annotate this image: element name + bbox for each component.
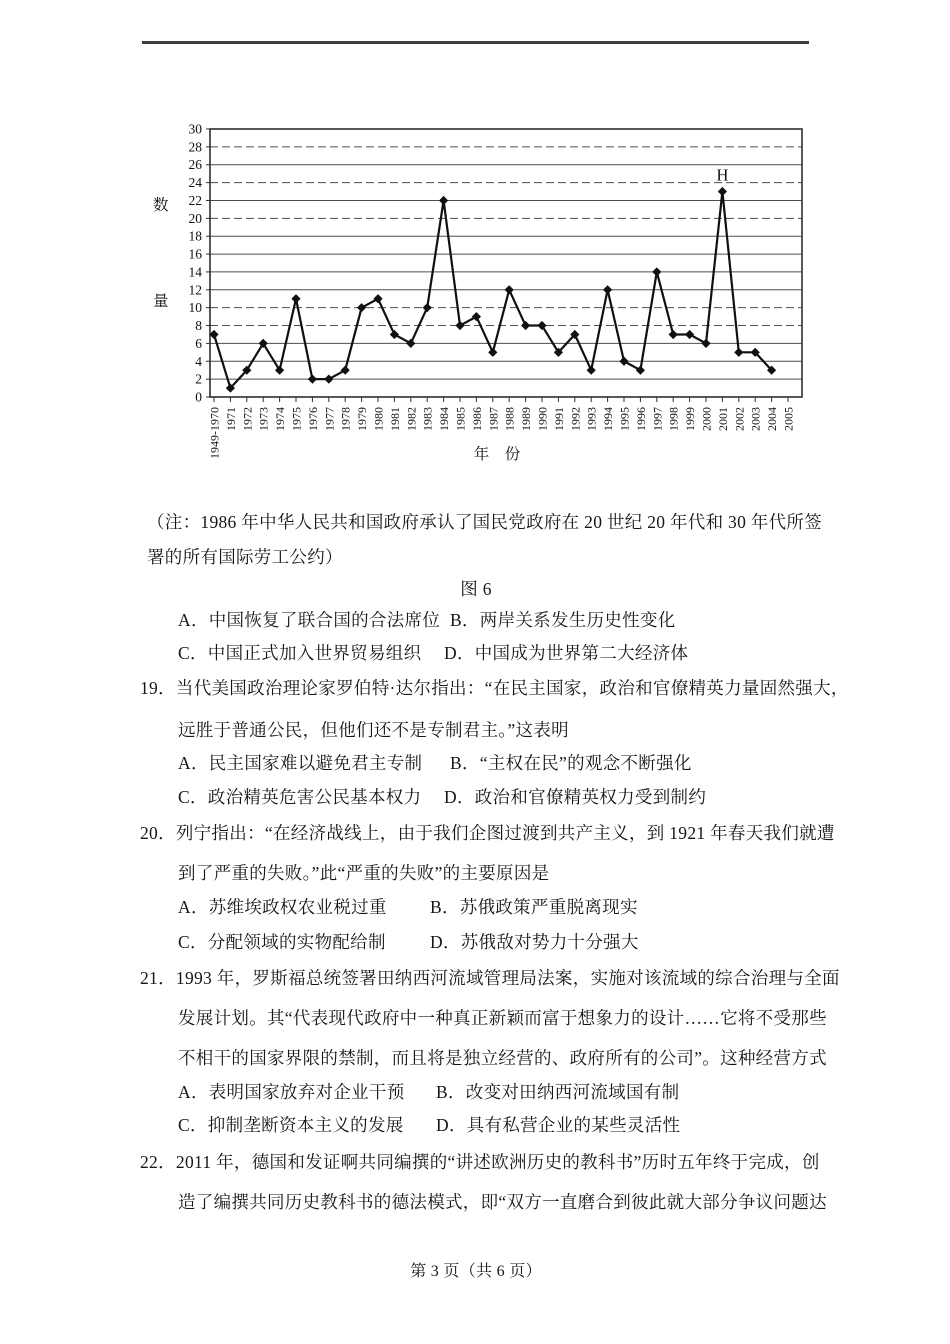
q19-options-row-ab [178, 752, 692, 774]
svg-text:1992: 1992 [568, 407, 583, 431]
q19-options-row-cd [178, 786, 706, 808]
svg-text:20: 20 [188, 210, 202, 226]
question-21-line-3: 不相干的国家界限的禁制，而且将是独立经营的、政府所有的公司”。这种经营方式 [178, 1048, 827, 1068]
svg-text:2005: 2005 [781, 407, 796, 431]
svg-text:1984: 1984 [437, 407, 452, 431]
q19-option-d: D．政治和官僚精英权力受到制约 [444, 787, 707, 807]
svg-text:1987: 1987 [486, 407, 501, 431]
svg-text:H: H [716, 165, 729, 185]
svg-text:1979: 1979 [355, 407, 370, 431]
svg-text:4: 4 [195, 353, 202, 369]
svg-text:28: 28 [188, 139, 202, 155]
svg-text:1983: 1983 [420, 407, 435, 431]
q20-option-c: C．分配领域的实物配给制 [178, 932, 386, 952]
figure-caption: 图 6 [460, 579, 492, 599]
svg-text:1994: 1994 [601, 407, 616, 431]
svg-text:6: 6 [195, 335, 202, 351]
q21-options-row-cd [178, 1114, 680, 1136]
q18-options-row-cd [178, 642, 688, 664]
q18-option-b: B．两岸关系发生历史性变化 [450, 610, 676, 630]
svg-text:2: 2 [195, 371, 202, 387]
svg-text:30: 30 [188, 121, 202, 137]
q20-option-b: B．苏俄政策严重脱离现实 [430, 897, 638, 917]
svg-text:1986: 1986 [469, 407, 484, 431]
q19-option-a: A．民主国家难以避免君主专制 [178, 753, 423, 773]
svg-text:14: 14 [188, 264, 202, 280]
svg-text:2000: 2000 [699, 407, 714, 431]
q20-option-a: A．苏维埃政权农业税过重 [178, 897, 387, 917]
svg-text:18: 18 [188, 228, 202, 244]
svg-text:1998: 1998 [666, 407, 681, 431]
page-footer: 第 3 页（共 6 页） [410, 1263, 542, 1280]
svg-text:年 份: 年 份 [473, 446, 521, 463]
svg-text:10: 10 [188, 300, 202, 316]
svg-text:8: 8 [195, 318, 202, 334]
svg-text:1949-1970: 1949-1970 [207, 407, 222, 459]
svg-text:1988: 1988 [502, 407, 517, 431]
q18-option-d: D．中国成为世界第二大经济体 [444, 643, 689, 663]
q20-option-d: D．苏俄敌对势力十分强大 [430, 932, 639, 952]
question-19-line-1: 19．当代美国政治理论家罗伯特·达尔指出：“在民主国家，政治和官僚精英力量固然强大， [140, 678, 849, 698]
question-20-line-1: 20．列宁指出：“在经济战线上，由于我们企图过渡到共产主义，到 1921 年春天我们就遭 [140, 823, 835, 843]
q18-option-a: A．中国恢复了联合国的合法席位 [178, 610, 441, 630]
question-21-line-1: 21．1993 年，罗斯福总统签署田纳西河流域管理局法案，实施对该流域的综合治理与全面 [140, 968, 840, 988]
svg-text:1996: 1996 [633, 407, 648, 431]
svg-text:1978: 1978 [338, 407, 353, 431]
figure6-line-chart [140, 118, 820, 480]
svg-text:1972: 1972 [240, 407, 255, 431]
q21-option-b: B．改变对田纳西河流域国有制 [436, 1082, 680, 1102]
svg-text:1980: 1980 [371, 407, 386, 431]
svg-text:16: 16 [188, 246, 202, 262]
q21-option-d: D．具有私营企业的某些灵活性 [436, 1115, 681, 1135]
svg-text:量: 量 [153, 293, 169, 310]
svg-text:1971: 1971 [223, 407, 238, 431]
svg-text:1982: 1982 [404, 407, 419, 431]
svg-text:2004: 2004 [765, 407, 780, 431]
svg-text:1974: 1974 [273, 407, 288, 431]
svg-text:1975: 1975 [289, 407, 304, 431]
q18-options-row-ab [178, 609, 676, 631]
q21-option-c: C．抑制垄断资本主义的发展 [178, 1115, 404, 1135]
svg-text:1985: 1985 [453, 407, 468, 431]
question-20-line-2: 到了严重的失败。”此“严重的失败”的主要原因是 [178, 863, 550, 883]
svg-text:26: 26 [188, 157, 202, 173]
question-19-line-2: 远胜于普通公民，但他们还不是专制君主。”这表明 [178, 720, 569, 740]
question-22-line-1: 22．2011 年，德国和发证啊共同编撰的“讲述欧洲历史的教科书”历时五年终于完成，创 [140, 1152, 820, 1172]
svg-text:2003: 2003 [748, 407, 763, 431]
svg-text:1981: 1981 [387, 407, 402, 431]
chart-note-line-2: 署的所有国际劳工公约） [147, 547, 343, 567]
svg-text:2001: 2001 [715, 407, 730, 431]
svg-text:1995: 1995 [617, 407, 632, 431]
svg-text:12: 12 [188, 282, 202, 298]
svg-text:1993: 1993 [584, 407, 599, 431]
svg-text:24: 24 [188, 175, 202, 191]
svg-text:1991: 1991 [551, 407, 566, 431]
svg-text:1977: 1977 [322, 407, 337, 431]
q19-option-c: C．政治精英危害公民基本权力 [178, 787, 422, 807]
q21-option-a: A．表明国家放弃对企业干预 [178, 1082, 405, 1102]
svg-text:1999: 1999 [683, 407, 698, 431]
q20-options-row-ab [178, 896, 638, 918]
q21-options-row-ab [178, 1081, 679, 1103]
svg-text:1997: 1997 [650, 407, 665, 431]
question-21-line-2: 发展计划。其“代表现代政府中一种真正新颖而富于想象力的设计……它将不受那些 [178, 1008, 827, 1028]
q20-options-row-cd [178, 931, 639, 953]
svg-text:数: 数 [153, 197, 169, 214]
q18-option-c: C．中国正式加入世界贸易组织 [178, 643, 422, 663]
svg-text:1990: 1990 [535, 407, 550, 431]
svg-text:0: 0 [195, 389, 202, 405]
q19-option-b: B．“主权在民”的观念不断强化 [450, 753, 692, 773]
svg-text:1976: 1976 [305, 407, 320, 431]
chart-note-line-1: （注：1986 年中华人民共和国政府承认了国民党政府在 20 世纪 20 年代和 30 年代所签 [147, 512, 823, 532]
question-22-line-2: 造了编撰共同历史教科书的德法模式，即“双方一直磨合到彼此就大部分争议问题达 [178, 1192, 827, 1212]
svg-text:22: 22 [188, 192, 202, 208]
svg-text:2002: 2002 [732, 407, 747, 431]
svg-text:1989: 1989 [519, 407, 534, 431]
svg-text:1973: 1973 [256, 407, 271, 431]
header-rule [142, 41, 809, 44]
